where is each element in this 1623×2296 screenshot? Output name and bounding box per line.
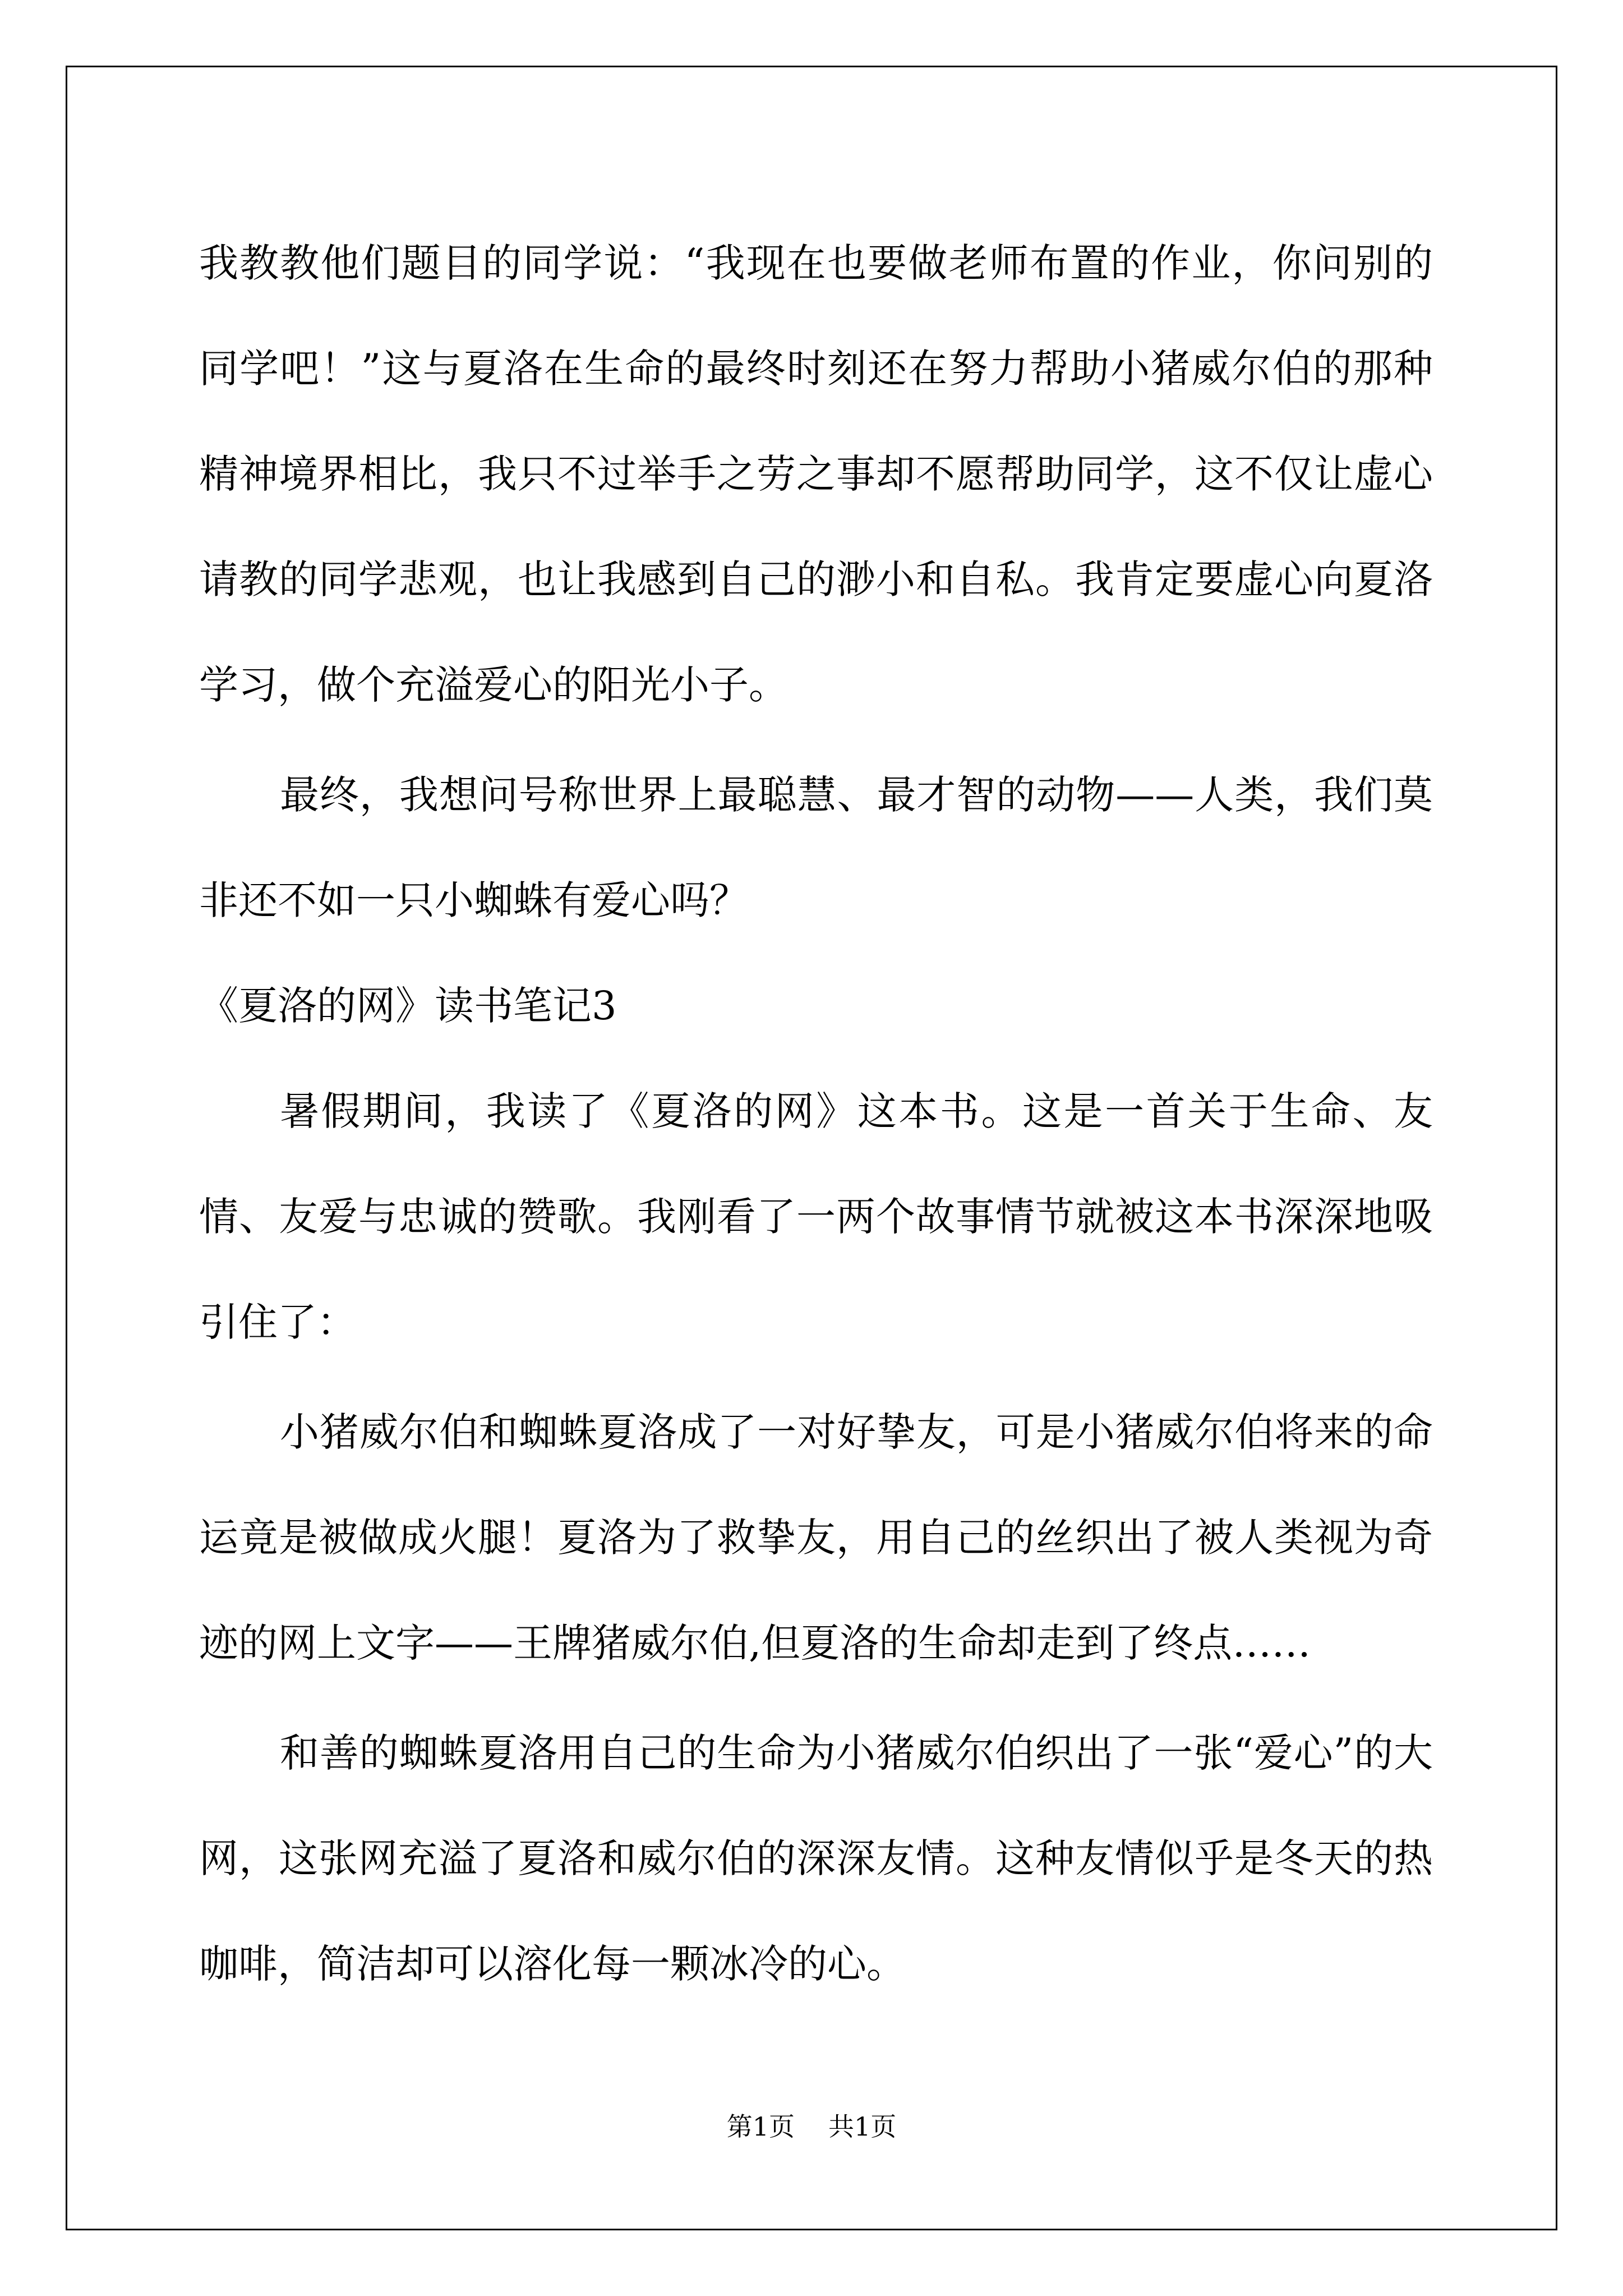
page-number-current: 第1页: [726, 2111, 795, 2142]
paragraph-reflection: 和善的蜘蛛夏洛用自己的生命为小猪威尔伯织出了一张“爱心”的大网，这张网充溢了夏洛和威尔伯的深深友情。这种友情似乎是冬天的热咖啡，简洁却可以溶化每一颗冰冷的心。: [199, 1730, 1433, 1987]
paragraph-continuation: 我教教他们题目的同学说：“我现在也要做老师布置的作业，你问别的同学吧！”这与夏洛在生命的最终时刻还在努力帮助小猪威尔伯的那种精神境界相比，我只不过举手之劳之事却不愿帮助同学，这不仅让虚心请教的同学悲观，也让我感到自己的渺小和自私。我肯定要虚心向夏洛学习，做个充溢爱心的阳光小子。: [199, 240, 1433, 708]
paragraph-intro: 暑假期间，我读了《夏洛的网》这本书。这是一首关于生命、友情、友爱与忠诚的赞歌。我刚看了一两个故事情节就被这本书深深地吸引住了：: [199, 1088, 1433, 1345]
document-body: [199, 210, 1433, 2017]
paragraph-story: 小猪威尔伯和蜘蛛夏洛成了一对好挚友，可是小猪威尔伯将来的命运竟是被做成火腿！夏洛为了救挚友，用自己的丝织出了被人类视为奇迹的网上文字——王牌猪威尔伯,但夏洛的生命却走到了终点……: [199, 1409, 1433, 1666]
page-footer: [0, 2106, 1623, 2143]
page-number-total: 共1页: [828, 2111, 897, 2142]
section-heading: 《夏洛的网》读书笔记3: [199, 983, 617, 1029]
paragraph-conclusion: 最终，我想问号称世界上最聪慧、最才智的动物——人类，我们莫非还不如一只小蜘蛛有爱心吗？: [199, 772, 1433, 923]
